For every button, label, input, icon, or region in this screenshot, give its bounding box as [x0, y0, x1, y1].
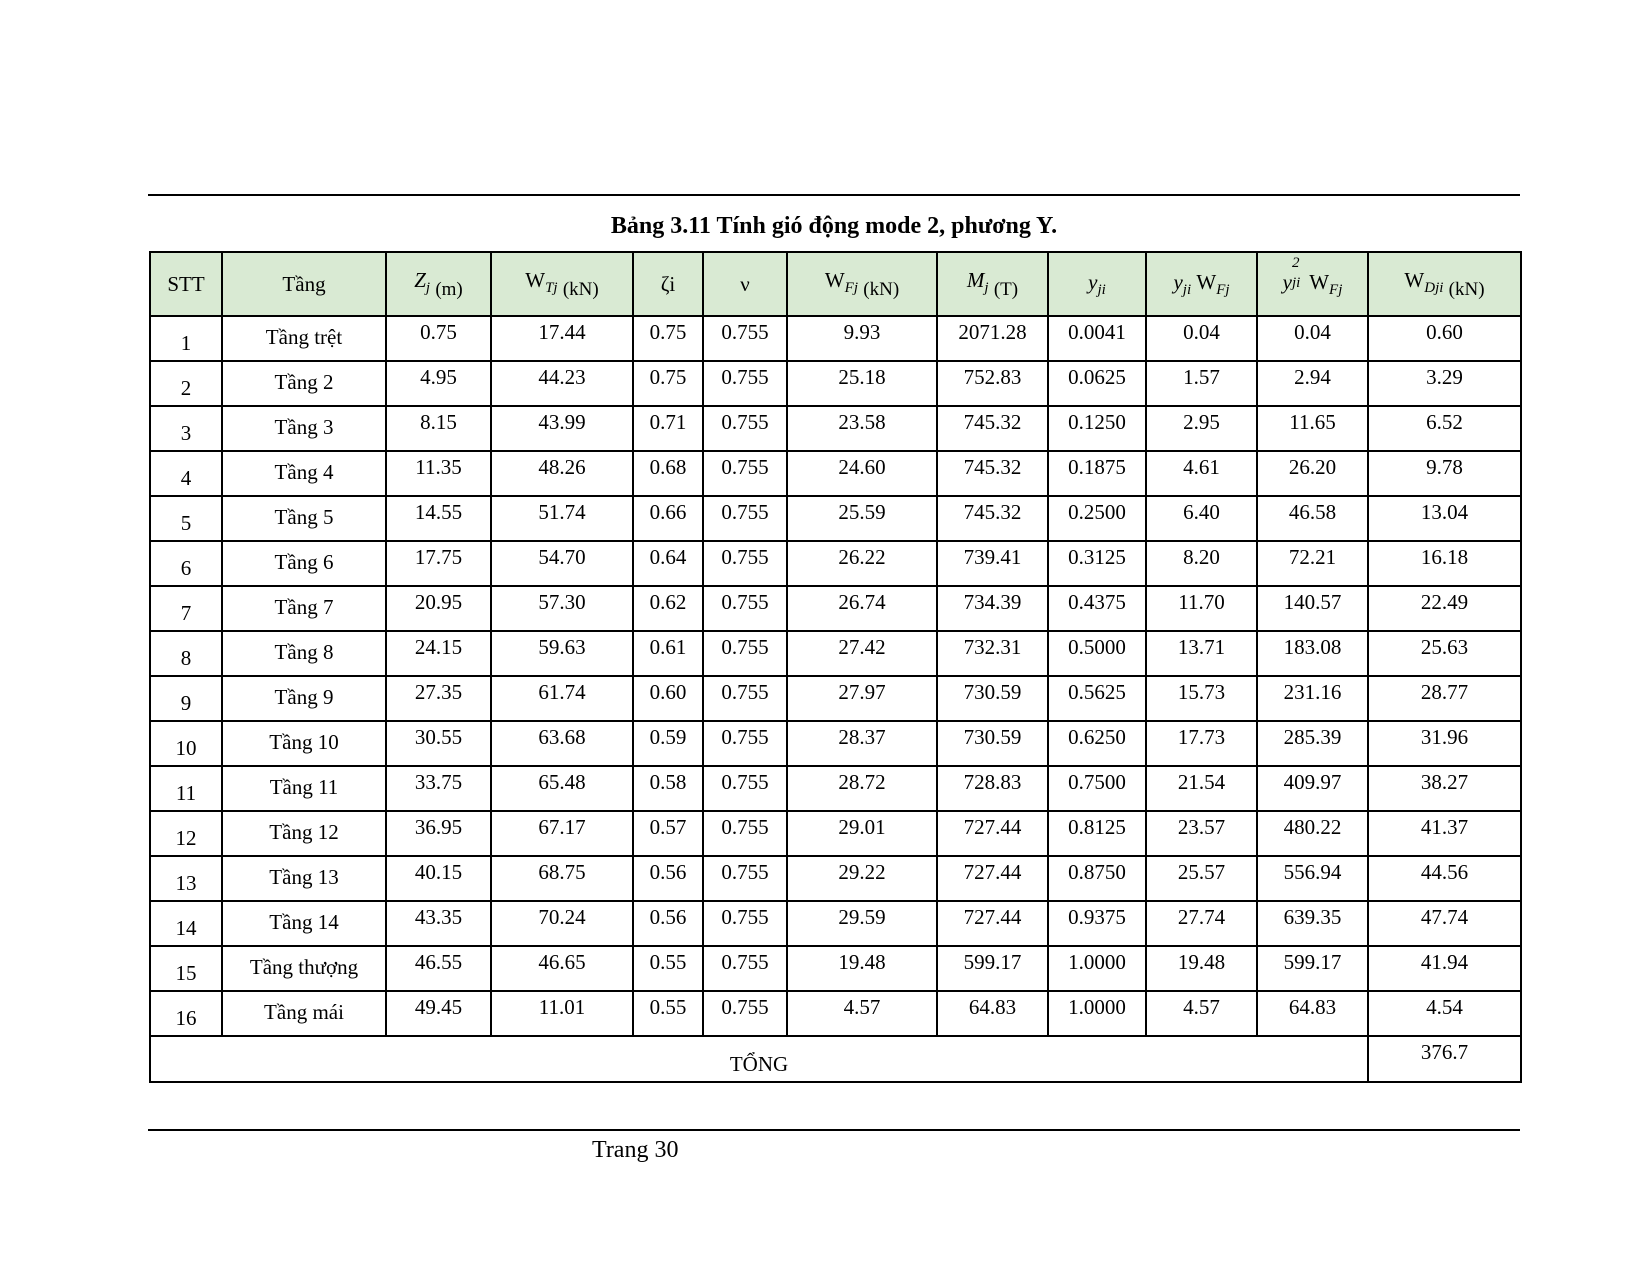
cell-nu: 0.755 — [703, 991, 787, 1036]
cell-tang: Tầng 12 — [222, 811, 386, 856]
cell-zeta: 0.58 — [633, 766, 703, 811]
cell-wd: 38.27 — [1368, 766, 1521, 811]
table-row — [150, 451, 1521, 496]
cell-y2wf: 231.16 — [1257, 676, 1368, 721]
cell-tang: Tầng 5 — [222, 496, 386, 541]
cell-nu: 0.755 — [703, 541, 787, 586]
cell-m: 734.39 — [937, 586, 1048, 631]
cell-y: 1.0000 — [1048, 991, 1146, 1036]
table-row — [150, 316, 1521, 361]
cell-zeta: 0.61 — [633, 631, 703, 676]
cell-wf: 29.22 — [787, 856, 937, 901]
cell-wt: 46.65 — [491, 946, 633, 991]
cell-zeta: 0.66 — [633, 496, 703, 541]
cell-z: 0.75 — [386, 316, 491, 361]
cell-wd: 41.94 — [1368, 946, 1521, 991]
cell-tang: Tầng 11 — [222, 766, 386, 811]
cell-z: 4.95 — [386, 361, 491, 406]
cell-wt: 67.17 — [491, 811, 633, 856]
cell-y: 0.0625 — [1048, 361, 1146, 406]
header-m: $M_j$ (T) — [937, 252, 1048, 316]
cell-wf: 27.42 — [787, 631, 937, 676]
cell-wd: 28.77 — [1368, 676, 1521, 721]
cell-wf: 26.22 — [787, 541, 937, 586]
header-wf: $W_{Fj}$ (kN) — [787, 252, 937, 316]
cell-m: 2071.28 — [937, 316, 1048, 361]
table-row — [150, 721, 1521, 766]
cell-y: 0.6250 — [1048, 721, 1146, 766]
cell-stt: 8 — [150, 631, 222, 676]
cell-wf: 9.93 — [787, 316, 937, 361]
cell-wf: 25.59 — [787, 496, 937, 541]
cell-wf: 27.97 — [787, 676, 937, 721]
cell-wd: 13.04 — [1368, 496, 1521, 541]
bottom-rule — [148, 1129, 1520, 1131]
cell-wf: 26.74 — [787, 586, 937, 631]
table-row — [150, 496, 1521, 541]
cell-y2wf: 0.04 — [1257, 316, 1368, 361]
cell-tang: Tầng 13 — [222, 856, 386, 901]
cell-y2wf: 64.83 — [1257, 991, 1368, 1036]
cell-y2wf: 11.65 — [1257, 406, 1368, 451]
cell-y2wf: 72.21 — [1257, 541, 1368, 586]
cell-tang: Tầng 7 — [222, 586, 386, 631]
cell-m: 745.32 — [937, 406, 1048, 451]
cell-wd: 22.49 — [1368, 586, 1521, 631]
cell-ywf: 0.04 — [1146, 316, 1257, 361]
header-wt: $W_{Tj}$ (kN) — [491, 252, 633, 316]
cell-tang: Tầng 14 — [222, 901, 386, 946]
cell-z: 40.15 — [386, 856, 491, 901]
table-row — [150, 766, 1521, 811]
cell-wt: 68.75 — [491, 856, 633, 901]
cell-wf: 23.58 — [787, 406, 937, 451]
cell-wf: 28.72 — [787, 766, 937, 811]
cell-wd: 3.29 — [1368, 361, 1521, 406]
cell-y2wf: 285.39 — [1257, 721, 1368, 766]
cell-tang: Tầng mái — [222, 991, 386, 1036]
cell-y: 0.2500 — [1048, 496, 1146, 541]
cell-z: 20.95 — [386, 586, 491, 631]
table-row — [150, 586, 1521, 631]
cell-z: 14.55 — [386, 496, 491, 541]
table-row — [150, 856, 1521, 901]
cell-wd: 31.96 — [1368, 721, 1521, 766]
cell-ywf: 11.70 — [1146, 586, 1257, 631]
cell-zeta: 0.55 — [633, 991, 703, 1036]
cell-wd: 25.63 — [1368, 631, 1521, 676]
cell-m: 730.59 — [937, 676, 1048, 721]
cell-y2wf: 409.97 — [1257, 766, 1368, 811]
cell-nu: 0.755 — [703, 361, 787, 406]
total-value: 376.7 — [1368, 1036, 1521, 1082]
cell-m: 752.83 — [937, 361, 1048, 406]
cell-zeta: 0.62 — [633, 586, 703, 631]
cell-stt: 15 — [150, 946, 222, 991]
cell-m: 745.32 — [937, 496, 1048, 541]
cell-nu: 0.755 — [703, 901, 787, 946]
cell-wt: 63.68 — [491, 721, 633, 766]
cell-wt: 44.23 — [491, 361, 633, 406]
cell-wf: 4.57 — [787, 991, 937, 1036]
cell-zeta: 0.56 — [633, 856, 703, 901]
cell-zeta: 0.68 — [633, 451, 703, 496]
cell-stt: 7 — [150, 586, 222, 631]
cell-wt: 59.63 — [491, 631, 633, 676]
cell-stt: 14 — [150, 901, 222, 946]
cell-stt: 5 — [150, 496, 222, 541]
cell-z: 27.35 — [386, 676, 491, 721]
cell-wf: 19.48 — [787, 946, 937, 991]
cell-ywf: 17.73 — [1146, 721, 1257, 766]
cell-nu: 0.755 — [703, 946, 787, 991]
cell-wd: 9.78 — [1368, 451, 1521, 496]
cell-ywf: 15.73 — [1146, 676, 1257, 721]
header-zeta: ζi — [633, 252, 703, 316]
cell-nu: 0.755 — [703, 586, 787, 631]
cell-y: 0.5625 — [1048, 676, 1146, 721]
cell-nu: 0.755 — [703, 316, 787, 361]
cell-y: 0.5000 — [1048, 631, 1146, 676]
cell-tang: Tầng trệt — [222, 316, 386, 361]
cell-stt: 1 — [150, 316, 222, 361]
cell-tang: Tầng 8 — [222, 631, 386, 676]
cell-y2wf: 140.57 — [1257, 586, 1368, 631]
cell-y2wf: 556.94 — [1257, 856, 1368, 901]
cell-wd: 4.54 — [1368, 991, 1521, 1036]
cell-y2wf: 639.35 — [1257, 901, 1368, 946]
cell-tang: Tầng 9 — [222, 676, 386, 721]
cell-z: 33.75 — [386, 766, 491, 811]
cell-zeta: 0.59 — [633, 721, 703, 766]
cell-wt: 61.74 — [491, 676, 633, 721]
cell-y2wf: 46.58 — [1257, 496, 1368, 541]
header-row — [150, 252, 1521, 316]
cell-m: 727.44 — [937, 856, 1048, 901]
cell-ywf: 4.57 — [1146, 991, 1257, 1036]
cell-nu: 0.755 — [703, 721, 787, 766]
cell-stt: 10 — [150, 721, 222, 766]
cell-wf: 24.60 — [787, 451, 937, 496]
cell-tang: Tầng thượng — [222, 946, 386, 991]
header-nu: ν — [703, 252, 787, 316]
cell-y: 1.0000 — [1048, 946, 1146, 991]
wind-table — [149, 251, 1522, 1083]
cell-zeta: 0.75 — [633, 316, 703, 361]
cell-wt: 43.99 — [491, 406, 633, 451]
table-row — [150, 991, 1521, 1036]
cell-tang: Tầng 3 — [222, 406, 386, 451]
cell-z: 36.95 — [386, 811, 491, 856]
cell-ywf: 19.48 — [1146, 946, 1257, 991]
cell-wt: 17.44 — [491, 316, 633, 361]
cell-y2wf: 26.20 — [1257, 451, 1368, 496]
cell-z: 11.35 — [386, 451, 491, 496]
cell-wd: 41.37 — [1368, 811, 1521, 856]
cell-m: 732.31 — [937, 631, 1048, 676]
cell-ywf: 13.71 — [1146, 631, 1257, 676]
cell-y2wf: 599.17 — [1257, 946, 1368, 991]
table-row — [150, 901, 1521, 946]
cell-ywf: 25.57 — [1146, 856, 1257, 901]
cell-z: 17.75 — [386, 541, 491, 586]
table-row — [150, 676, 1521, 721]
cell-stt: 6 — [150, 541, 222, 586]
cell-wt: 51.74 — [491, 496, 633, 541]
cell-z: 49.45 — [386, 991, 491, 1036]
cell-y: 0.7500 — [1048, 766, 1146, 811]
cell-y: 0.8125 — [1048, 811, 1146, 856]
total-label: TỔNG — [150, 1036, 1368, 1082]
cell-m: 64.83 — [937, 991, 1048, 1036]
cell-wd: 6.52 — [1368, 406, 1521, 451]
cell-wt: 11.01 — [491, 991, 633, 1036]
cell-zeta: 0.57 — [633, 811, 703, 856]
cell-nu: 0.755 — [703, 766, 787, 811]
page-number: Trang 30 — [592, 1137, 679, 1163]
cell-z: 24.15 — [386, 631, 491, 676]
total-row — [150, 1036, 1521, 1082]
cell-zeta: 0.64 — [633, 541, 703, 586]
cell-zeta: 0.75 — [633, 361, 703, 406]
cell-ywf: 4.61 — [1146, 451, 1257, 496]
cell-nu: 0.755 — [703, 676, 787, 721]
cell-y: 0.9375 — [1048, 901, 1146, 946]
cell-stt: 4 — [150, 451, 222, 496]
table-title: Bảng 3.11 Tính gió động mode 2, phương Y. — [610, 213, 1058, 239]
cell-nu: 0.755 — [703, 631, 787, 676]
table-row — [150, 946, 1521, 991]
cell-zeta: 0.71 — [633, 406, 703, 451]
cell-nu: 0.755 — [703, 811, 787, 856]
cell-wf: 29.01 — [787, 811, 937, 856]
cell-wt: 57.30 — [491, 586, 633, 631]
cell-ywf: 21.54 — [1146, 766, 1257, 811]
cell-m: 727.44 — [937, 811, 1048, 856]
header-tang: Tầng — [222, 252, 386, 316]
cell-tang: Tầng 6 — [222, 541, 386, 586]
cell-wt: 70.24 — [491, 901, 633, 946]
cell-tang: Tầng 10 — [222, 721, 386, 766]
header-y2wf: y 2 ji $W_{Fj}$ — [1257, 252, 1368, 316]
cell-zeta: 0.55 — [633, 946, 703, 991]
table-row — [150, 361, 1521, 406]
cell-wd: 16.18 — [1368, 541, 1521, 586]
cell-nu: 0.755 — [703, 856, 787, 901]
cell-ywf: 8.20 — [1146, 541, 1257, 586]
cell-m: 730.59 — [937, 721, 1048, 766]
cell-y: 0.1875 — [1048, 451, 1146, 496]
header-wd: $W_{Dji}$ (kN) — [1368, 252, 1521, 316]
cell-stt: 16 — [150, 991, 222, 1036]
cell-y: 0.4375 — [1048, 586, 1146, 631]
cell-stt: 3 — [150, 406, 222, 451]
cell-nu: 0.755 — [703, 496, 787, 541]
cell-y: 0.3125 — [1048, 541, 1146, 586]
header-stt: STT — [150, 252, 222, 316]
cell-ywf: 2.95 — [1146, 406, 1257, 451]
cell-stt: 9 — [150, 676, 222, 721]
cell-y2wf: 480.22 — [1257, 811, 1368, 856]
header-y: $y_{ji}$ — [1048, 252, 1146, 316]
cell-ywf: 6.40 — [1146, 496, 1257, 541]
cell-z: 43.35 — [386, 901, 491, 946]
cell-m: 727.44 — [937, 901, 1048, 946]
cell-y2wf: 2.94 — [1257, 361, 1368, 406]
cell-y2wf: 183.08 — [1257, 631, 1368, 676]
cell-y: 0.1250 — [1048, 406, 1146, 451]
cell-wd: 0.60 — [1368, 316, 1521, 361]
cell-wd: 44.56 — [1368, 856, 1521, 901]
cell-z: 46.55 — [386, 946, 491, 991]
cell-wd: 47.74 — [1368, 901, 1521, 946]
cell-m: 728.83 — [937, 766, 1048, 811]
cell-zeta: 0.60 — [633, 676, 703, 721]
cell-y: 0.0041 — [1048, 316, 1146, 361]
table-row — [150, 406, 1521, 451]
cell-z: 8.15 — [386, 406, 491, 451]
cell-stt: 13 — [150, 856, 222, 901]
cell-wf: 25.18 — [787, 361, 937, 406]
cell-m: 739.41 — [937, 541, 1048, 586]
cell-nu: 0.755 — [703, 406, 787, 451]
cell-m: 599.17 — [937, 946, 1048, 991]
cell-m: 745.32 — [937, 451, 1048, 496]
table-row — [150, 541, 1521, 586]
cell-wt: 65.48 — [491, 766, 633, 811]
cell-z: 30.55 — [386, 721, 491, 766]
header-z: $Z_j$ (m) — [386, 252, 491, 316]
cell-ywf: 27.74 — [1146, 901, 1257, 946]
cell-wf: 29.59 — [787, 901, 937, 946]
cell-y: 0.8750 — [1048, 856, 1146, 901]
cell-wt: 54.70 — [491, 541, 633, 586]
cell-zeta: 0.56 — [633, 901, 703, 946]
cell-wf: 28.37 — [787, 721, 937, 766]
cell-tang: Tầng 4 — [222, 451, 386, 496]
header-ywf: $y_{ji}$ $W_{Fj}$ — [1146, 252, 1257, 316]
table-row — [150, 631, 1521, 676]
cell-nu: 0.755 — [703, 451, 787, 496]
cell-stt: 12 — [150, 811, 222, 856]
top-rule — [148, 194, 1520, 196]
cell-ywf: 1.57 — [1146, 361, 1257, 406]
cell-stt: 2 — [150, 361, 222, 406]
cell-stt: 11 — [150, 766, 222, 811]
table-row — [150, 811, 1521, 856]
cell-ywf: 23.57 — [1146, 811, 1257, 856]
cell-tang: Tầng 2 — [222, 361, 386, 406]
cell-wt: 48.26 — [491, 451, 633, 496]
